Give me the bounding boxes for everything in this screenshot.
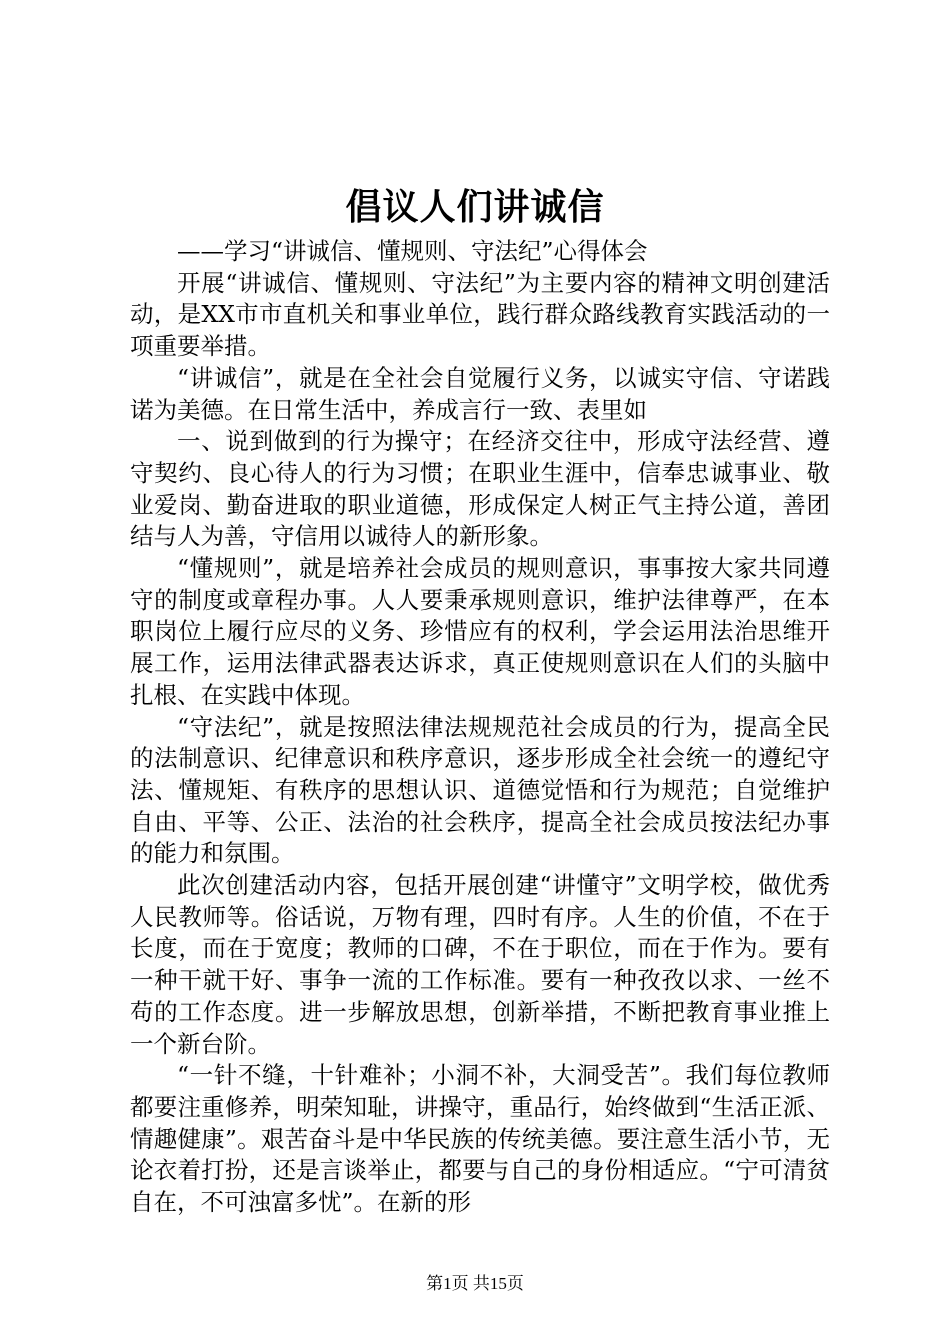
page-number: 第1页 共15页 <box>426 1274 524 1293</box>
paragraph: “懂规则”，就是培养社会成员的规则意识，事事按大家共同遵守的制度或章程办事。人人要秉承规则意识，维护法律尊严，在本职岗位上履行应尽的义务、珍惜应有的权利，学会运用法治思维开展工作，运用法律武器表达诉求，真正使规则意识在人们的头脑中扎根、在实践中体现。 <box>130 554 830 709</box>
paragraph: “守法纪”，就是按照法律法规规范社会成员的行为，提高全民的法制意识、纪律意识和秩序意识，逐步形成全社会统一的遵纪守法、懂规矩、有秩序的思想认识、道德觉悟和行为规范；自觉维护自由、平等、公正、法治的社会秩序，提高全社会成员按法纪办事的能力和氛围。 <box>130 712 830 868</box>
document-body <box>130 236 830 1219</box>
paragraph: 开展“讲诚信、懂规则、守法纪”为主要内容的精神文明创建活动，是XX市市直机关和事业单位，践行群众路线教育实践活动的一项重要举措。 <box>130 268 830 361</box>
paragraph: “讲诚信”，就是在全社会自觉履行义务，以诚实守信、守诺践诺为美德。在日常生活中，养成言行一致、表里如 <box>130 363 830 424</box>
document-subtitle: ——学习“讲诚信、懂规则、守法纪”心得体会 <box>177 237 648 265</box>
paragraph: 一、说到做到的行为操守；在经济交往中，形成守法经营、遵守契约、良心待人的行为习惯；在职业生涯中，信奉忠诚事业、敬业爱岗、勤奋进取的职业道德，形成保定人树正气主持公道，善团结与人为善，守信用以诚待人的新形象。 <box>130 427 830 551</box>
paragraph: 此次创建活动内容，包括开展创建“讲懂守”文明学校，做优秀人民教师等。俗话说，万物有理，四时有序。人生的价值，不在于长度，而在于宽度；教师的口碑，不在于职位，而在于作为。要有一种干就干好、事争一流的工作标准。要有一种孜孜以求、一丝不苟的工作态度。进一步解放思想，创新举措，不断把教育事业推上一个新台阶。 <box>130 871 830 1058</box>
paragraph: “一针不缝，十针难补；小洞不补，大洞受苦”。我们每位教师都要注重修养，明荣知耻，讲操守，重品行，始终做到“生活正派、情趣健康”。艰苦奋斗是中华民族的传统美德。要注意生活小节，无论衣着打扮，还是言谈举止，都要与自己的身份相适应。“宁可清贫自在，不可浊富多忧”。在新的形 <box>130 1061 830 1217</box>
document-title: 倡议人们讲诚信 <box>345 187 605 228</box>
